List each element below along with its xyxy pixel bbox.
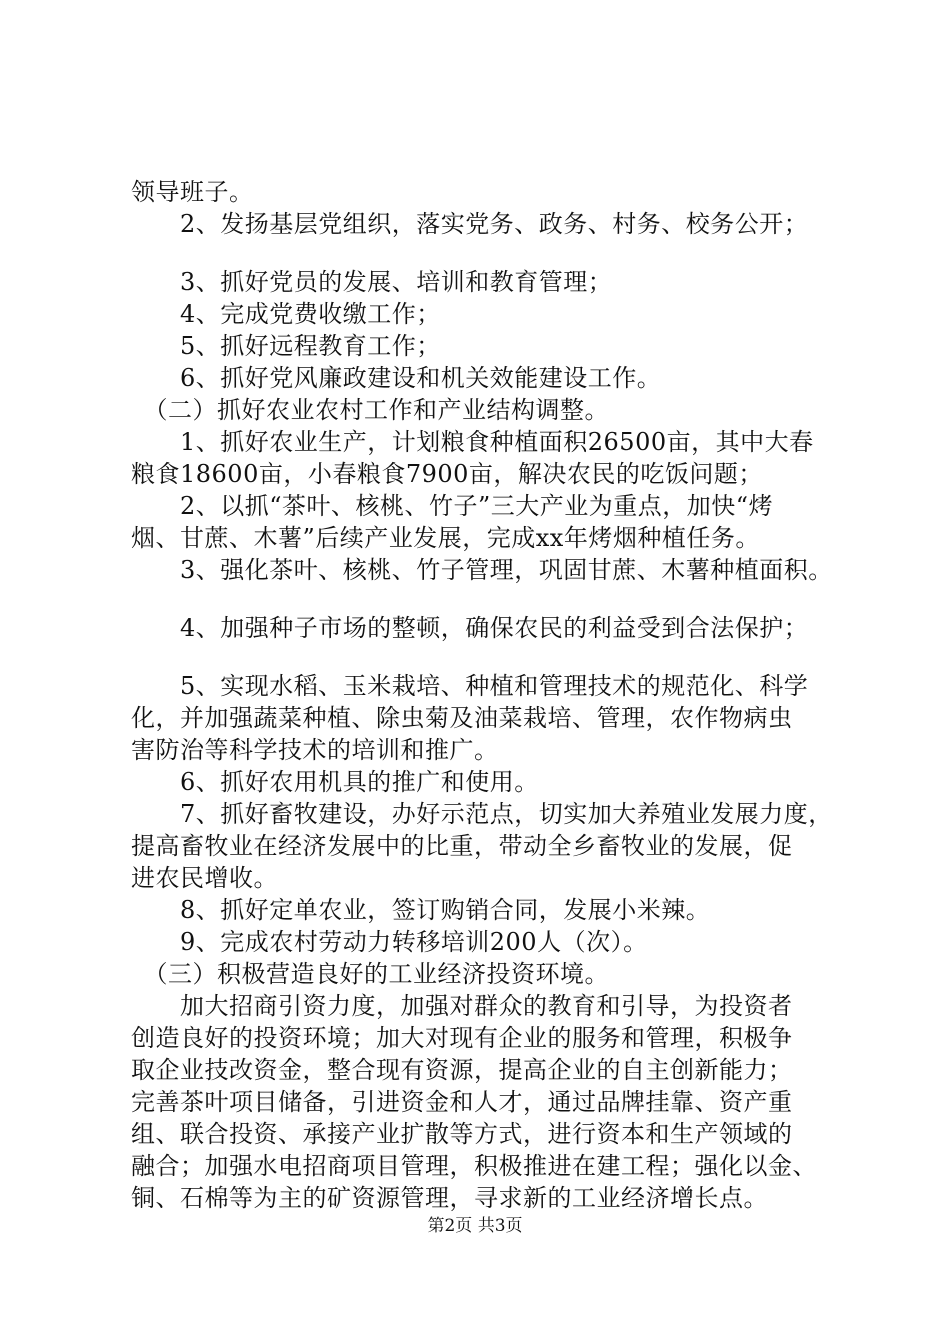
text-line: 6、抓好党风廉政建设和机关效能建设工作。: [131, 364, 662, 392]
text-line: 7、抓好畜牧建设，办好示范点，切实加大养殖业发展力度，: [131, 800, 833, 828]
text-line: 领导班子。: [131, 178, 254, 206]
text-line: 粮食18600亩，小春粮食7900亩，解决农民的吃饭问题；: [131, 460, 763, 488]
text-line: 2、发扬基层党组织，落实党务、政务、村务、校务公开；: [131, 210, 809, 238]
text-line: 组、联合投资、承接产业扩散等方式，进行资本和生产领域的: [131, 1120, 793, 1148]
text-line: 5、实现水稻、玉米栽培、种植和管理技术的规范化、科学: [131, 672, 809, 700]
text-line: 铜、石棉等为主的矿资源管理，寻求新的工业经济增长点。: [131, 1184, 768, 1212]
section-heading: （二）抓好农业农村工作和产业结构调整。: [131, 396, 609, 424]
text-line: 创造良好的投资环境；加大对现有企业的服务和管理，积极争: [131, 1024, 793, 1052]
page-footer: 第2页 共3页: [427, 1216, 523, 1236]
text-line: 化，并加强蔬菜种植、除虫菊及油菜栽培、管理，农作物病虫: [131, 704, 793, 732]
text-line: 提高畜牧业在经济发展中的比重，带动全乡畜牧业的发展，促: [131, 832, 793, 860]
text-line: 完善茶叶项目储备，引进资金和人才，通过品牌挂靠、资产重: [131, 1088, 793, 1116]
text-line: 烟、甘蔗、木薯”后续产业发展，完成xx年烤烟种植任务。: [131, 524, 760, 552]
text-line: 进农民增收。: [131, 864, 278, 892]
text-line: 8、抓好定单农业，签订购销合同，发展小米辣。: [131, 896, 711, 924]
section-heading: （三）积极营造良好的工业经济投资环境。: [131, 960, 609, 988]
text-line: 5、抓好远程教育工作；: [131, 332, 441, 360]
text-line: 取企业技改资金，整合现有资源，提高企业的自主创新能力；: [131, 1056, 793, 1084]
text-line: 3、抓好党员的发展、培训和教育管理；: [131, 268, 613, 296]
text-line: 4、加强种子市场的整顿，确保农民的利益受到合法保护；: [131, 614, 809, 642]
text-line: 4、完成党费收缴工作；: [131, 300, 441, 328]
text-line: 2、以抓“茶叶、核桃、竹子”三大产业为重点，加快“烤: [131, 492, 774, 520]
text-line: 加大招商引资力度，加强对群众的教育和引导，为投资者: [131, 992, 793, 1020]
text-line: 1、抓好农业生产，计划粮食种植面积26500亩，其中大春: [131, 428, 814, 456]
text-line: 害防治等科学技术的培训和推广。: [131, 736, 499, 764]
text-line: 3、强化茶叶、核桃、竹子管理，巩固甘蔗、木薯种植面积。: [131, 556, 833, 584]
text-line: 9、完成农村劳动力转移培训200人（次）。: [131, 928, 648, 956]
text-line: 融合；加强水电招商项目管理，积极推进在建工程；强化以金、: [131, 1152, 817, 1180]
text-line: 6、抓好农用机具的推广和使用。: [131, 768, 539, 796]
